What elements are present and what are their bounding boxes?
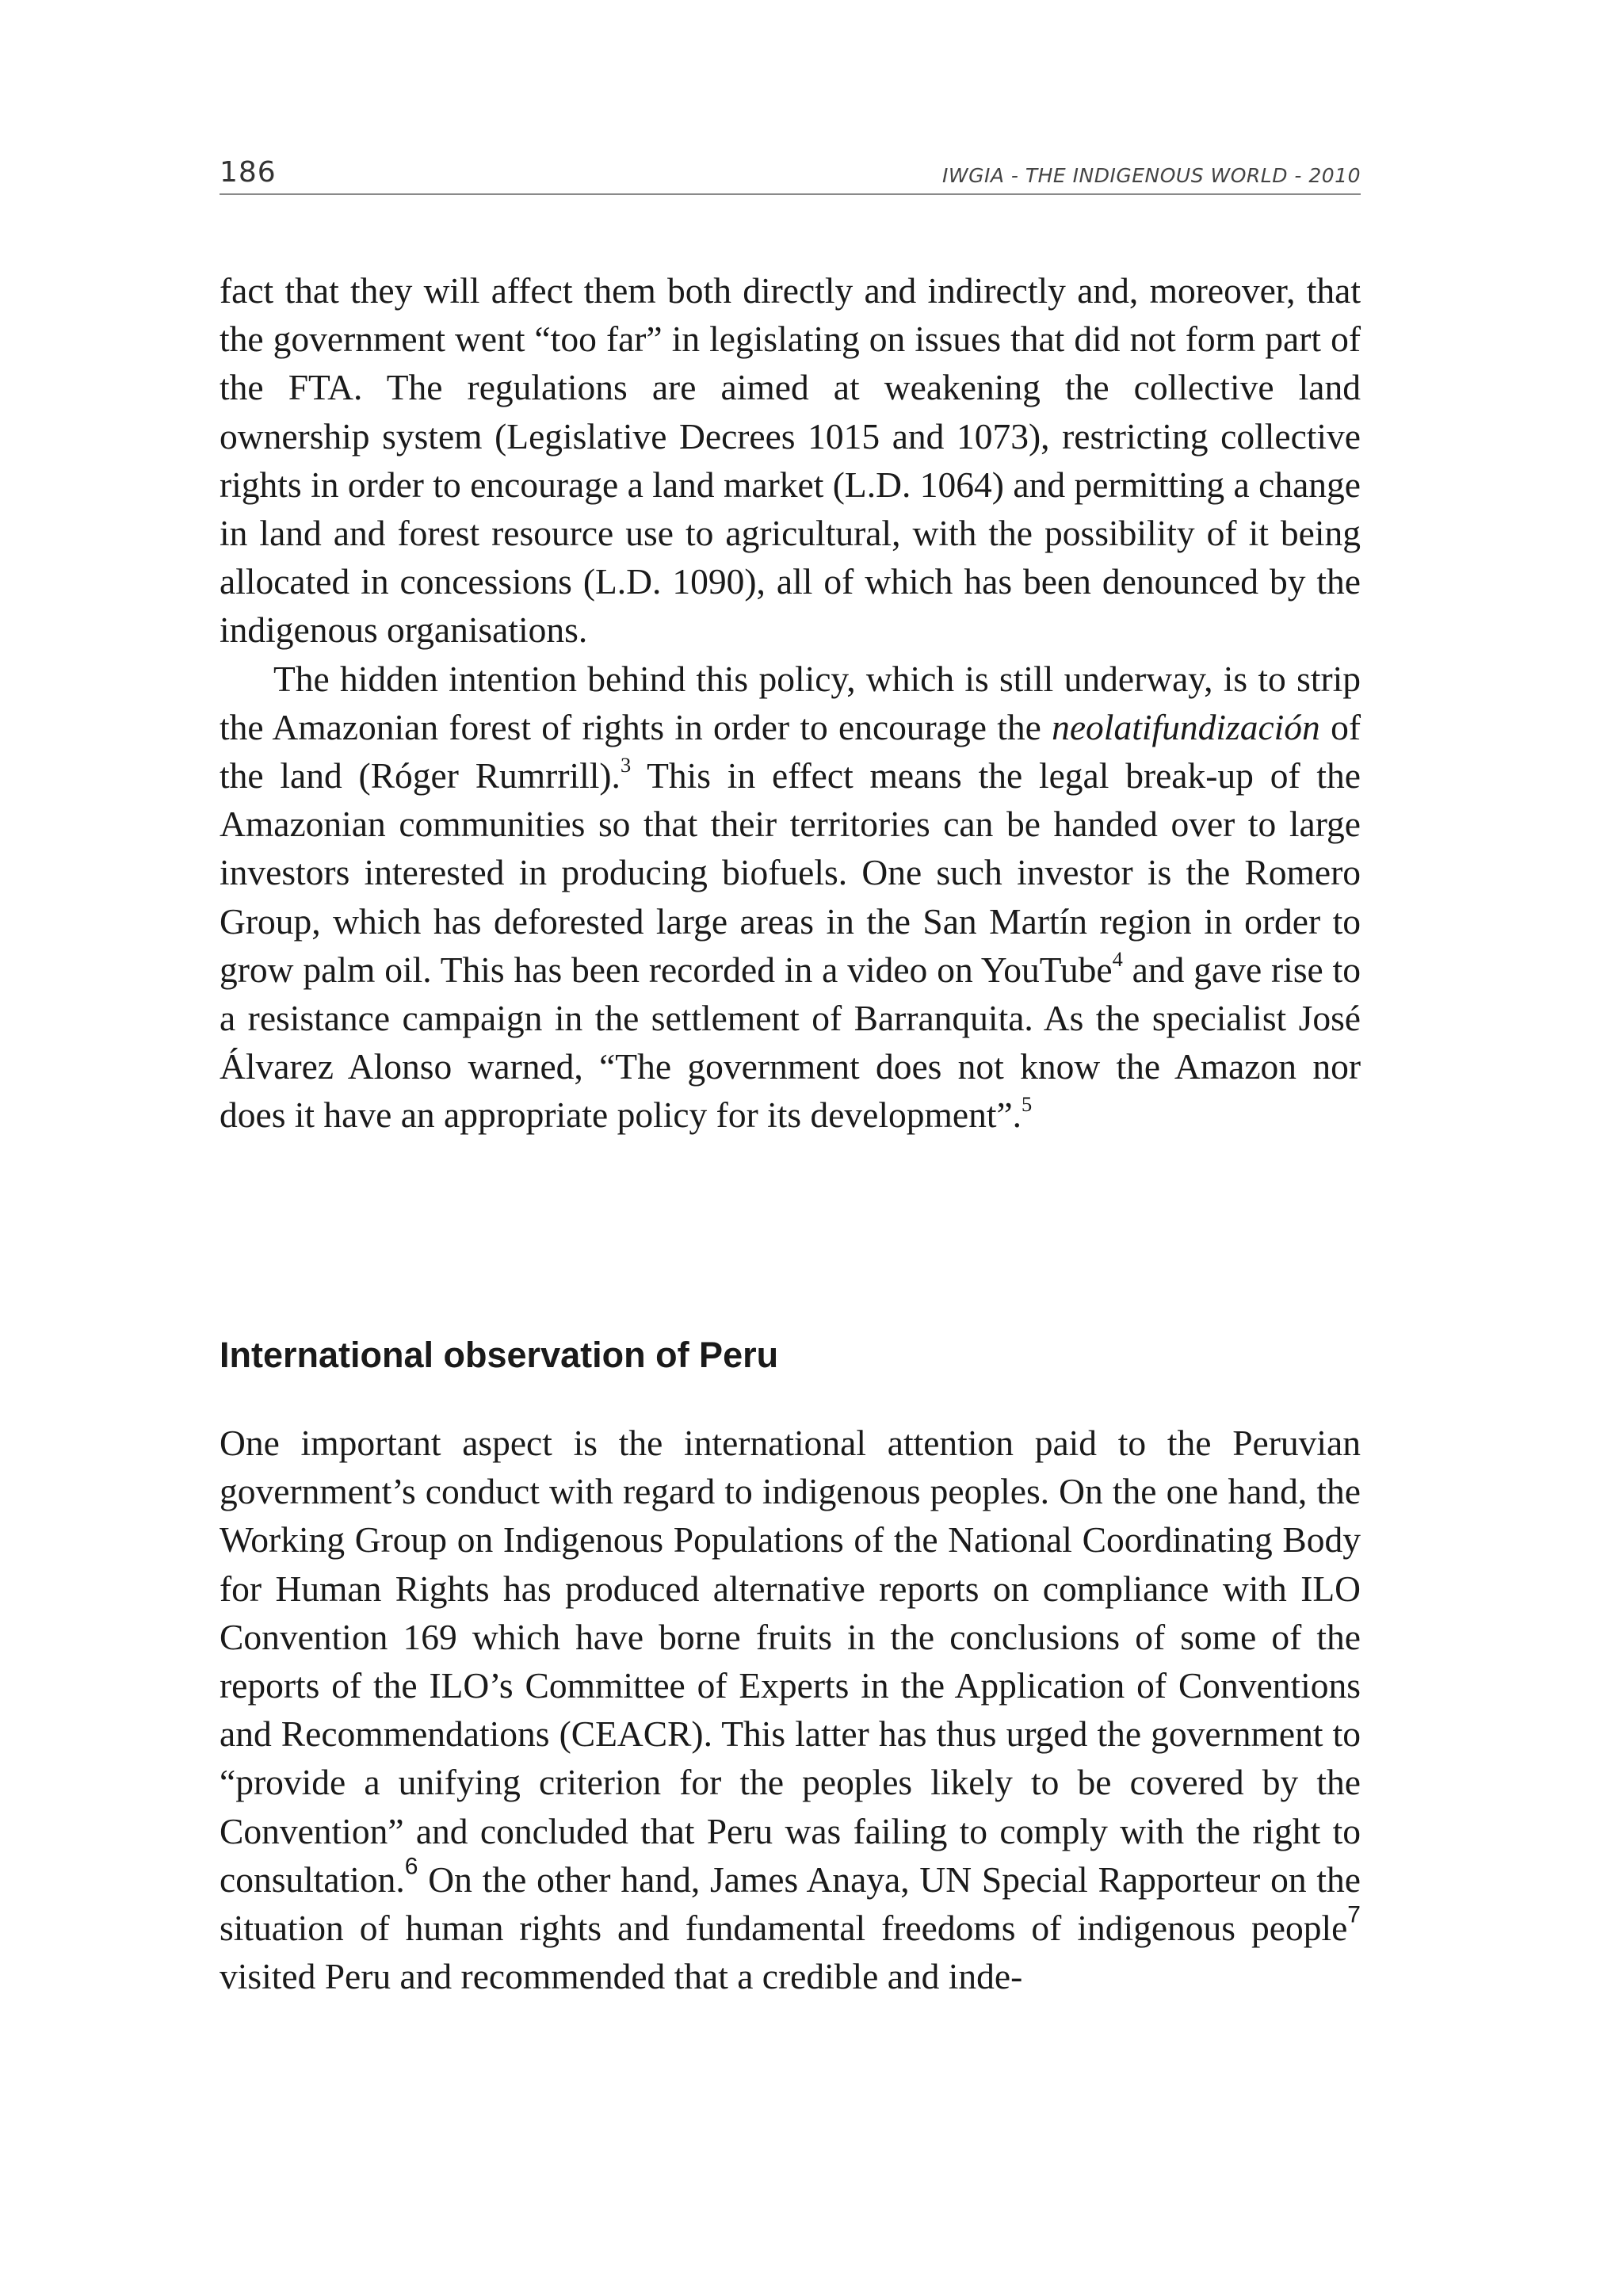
footnote-ref-4: 4 <box>1112 947 1123 972</box>
paragraph-text: visited Peru and recommended that a credible and inde- <box>220 1956 1023 1997</box>
paragraph-continued: fact that they will affect them both directly and indirectly and, moreover, that the government went “too far” in legislating on issues that did not form part of the FTA. The regulations are aimed at weakening the collective land ownership system (Legislative Decrees 1015 and 1073), restricting collective rights in order to encourage a land market (L.D. 1064) and permitting a change in land and forest resource use to agricultural, with the possibility of it being allocated in concessions (L.D. 1090), all of which has been denounced by the indigenous organisations. <box>220 270 1361 651</box>
paragraph-text: This in effect means the legal break-up of the Amazonian communities so that their territories can be handed over to large investors interested in producing biofuels. One such investor is the Romero Group, which has deforested large areas in the San Martín region in order to grow palm oil. This has been recorded in a video on YouTube <box>220 755 1361 990</box>
running-title: IWGIA - THE INDIGENOUS WORLD - 2010 <box>941 164 1361 187</box>
text-block-lower <box>220 1419 1361 2000</box>
paragraph-text: of the land (Róger Rumrrill). <box>220 706 1361 797</box>
italic-term: neolatifundización <box>1052 706 1320 747</box>
page-number: 186 <box>220 156 277 189</box>
section-heading: International observation of Peru <box>220 1335 779 1375</box>
footnote-ref-6: 6 <box>404 1853 418 1880</box>
footnote-ref-5: 5 <box>1022 1092 1033 1117</box>
paragraph-text: and gave rise to a resistance campaign in the settlement of Barranquita. As the specialist José Álvarez Alonso warned, “The government does not know the Amazon nor does it have an appropriate policy for its development”. <box>220 949 1361 1136</box>
page-header <box>220 152 1361 195</box>
paragraph-international-attention <box>220 1419 1361 2000</box>
paragraph-text: The hidden intention behind this policy, which is still underway, is to strip the Amazonian forest of rights in order to encourage the <box>220 658 1361 747</box>
text-block-upper <box>220 266 1361 1140</box>
footnote-ref-7: 7 <box>1347 1901 1361 1928</box>
paragraph-text: On the other hand, James Anaya, UN Special Rapporteur on the situation of human rights and fundamental freedoms of indigenous people <box>220 1859 1361 1949</box>
footnote-ref-3: 3 <box>620 753 632 777</box>
paragraph-text: One important aspect is the international attention paid to the Peruvian government’s conduct with regard to indigenous peoples. On the one hand, the Working Group on Indigenous Populations of the National Coordinating Body for Human Rights has produced alternative reports on compliance with ILO Convention 169 which have borne fruits in the conclusions of some of the reports of the ILO’s Committee of Experts in the Application of Conventions and Recommendations (CEACR). This latter has thus urged the government to “provide a unifying criterion for the peoples likely to be covered by the Convention” and concluded that Peru was failing to comply with the right to consultation. <box>220 1423 1361 1900</box>
paragraph-hidden-intention <box>220 655 1361 1140</box>
